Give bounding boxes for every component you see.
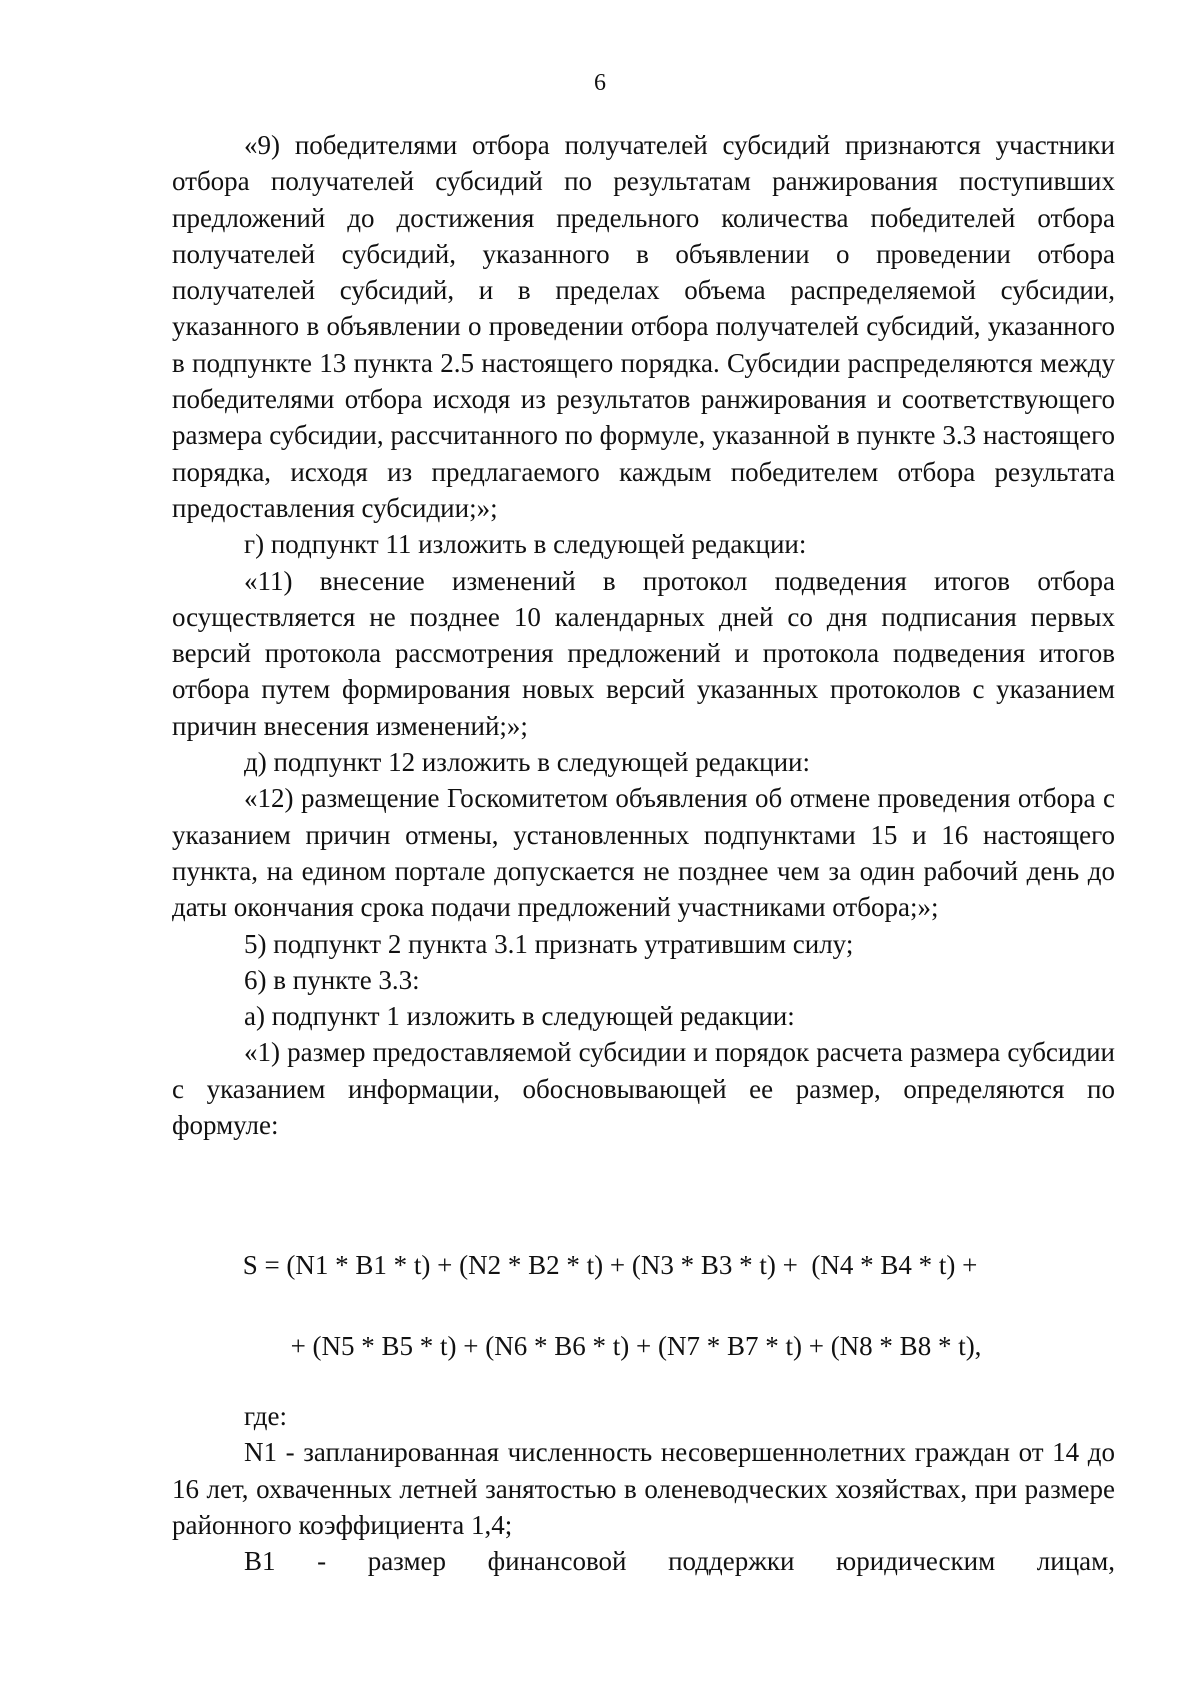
paragraph-item-6: 6) в пункте 3.3:: [244, 964, 420, 995]
page-number: 6: [594, 70, 606, 96]
document-body: [172, 127, 1115, 1143]
formula-line-2: + (N5 * B5 * t) + (N6 * B6 * t) + (N7 * B7 * t) + (N8 * B8 * t),: [290, 1331, 982, 1361]
paragraph-subitem-d: д) подпункт 12 изложить в следующей редакции:: [244, 747, 811, 778]
paragraph-item-1-formula-intro: «1) размер предоставляемой субсидии и порядок расчета размера субсидии с указанием информации, обосновывающей ее размер, определяются по формуле:: [172, 1037, 1115, 1141]
paragraph-item-9: «9) победителями отбора получателей субсидий признаются участники отбора получателей субсидий по результатам ранжирования поступивших предложений до достижения предельного количества победителей отбора получателей субсидий, указанного в объявлении о проведении отбора получателей субсидий, и в пределах объема распределяемой субсидии, указанного в объявлении о проведении отбора получателей субсидий, указанного в подпункте 13 пункта 2.5 настоящего порядка. Субсидии распределяются между победителями отбора исходя из результатов ранжирования и соответствующего размера субсидии, рассчитанного по формуле, указанной в пункте 3.3 настоящего порядка, исходя из предлагаемого каждым победителем отбора результата предоставления субсидии;»;: [172, 130, 1115, 523]
where-label: где:: [244, 1401, 287, 1431]
paragraph-subitem-a: а) подпункт 1 изложить в следующей редакции:: [244, 1001, 795, 1032]
definition-b1: B1 - размер финансовой поддержки юридическим лицам,: [244, 1546, 1115, 1577]
formula-line-1: S = (N1 * B1 * t) + (N2 * B2 * t) + (N3 * B3 * t) + (N4 * B4 * t) +: [242, 1250, 978, 1280]
paragraph-item-11: «11) внесение изменений в протокол подведения итогов отбора осуществляется не позднее 10 календарных дней со дня подписания первых версий протокола рассмотрения предложений и протокола подведения итогов отбора путем формирования новых версий указанных протоколов с указанием причин внесения изменений;»;: [172, 565, 1115, 741]
definitions: [172, 1398, 1115, 1579]
paragraph-subitem-g: г) подпункт 11 изложить в следующей редакции:: [244, 529, 807, 560]
paragraph-item-5: 5) подпункт 2 пункта 3.1 признать утратившим силу;: [244, 928, 854, 959]
definition-n1: N1 - запланированная численность несовершеннолетних граждан от 14 до 16 лет, охваченных летней занятостью в оленеводческих хозяйствах, при размере районного коэффициента 1,4;: [172, 1437, 1115, 1540]
paragraph-item-12: «12) размещение Госкомитетом объявления об отмене проведения отбора с указанием причин отмены, установленных подпунктами 15 и 16 настоящего пункта, на едином портале допускается не позднее чем за один рабочий день до даты окончания срока подачи предложений участниками отбора;»;: [172, 783, 1115, 923]
